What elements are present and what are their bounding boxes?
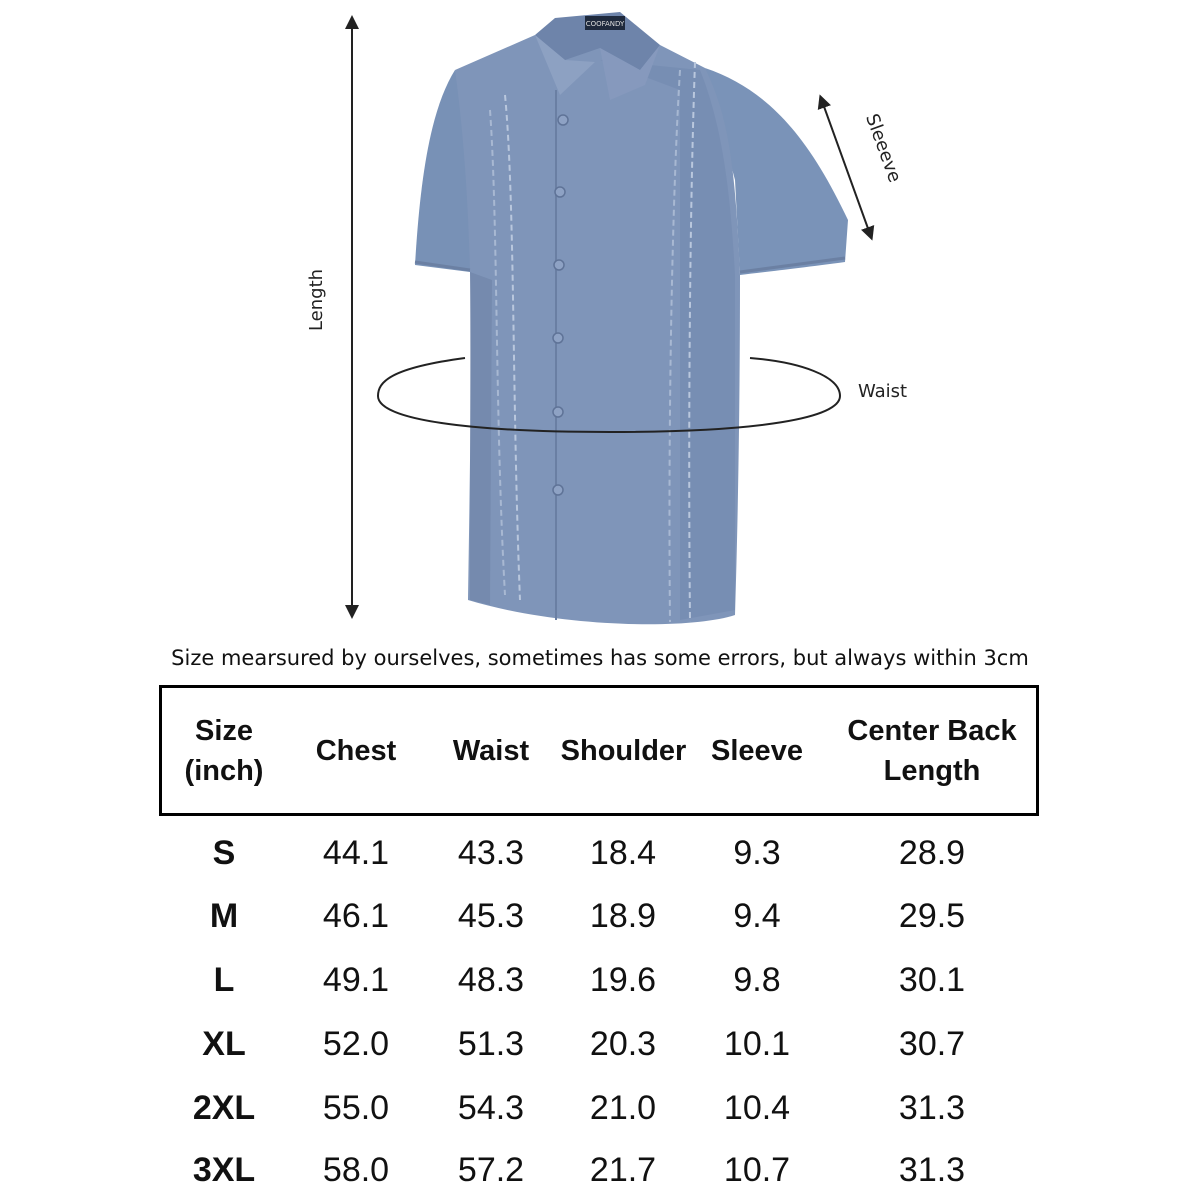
table-cell-waist: 51.3 [457,1024,525,1063]
waist-label: Waist [858,381,908,402]
table-cell-waist: 45.3 [457,896,525,935]
header-center-back-length: Center Back Length [847,714,1017,787]
table-cell-chest: 49.1 [322,960,390,999]
table-cell-length: 31.3 [898,1150,966,1189]
table-cell-waist: 57.2 [457,1150,525,1189]
table-cell-length: 31.3 [898,1088,966,1127]
table-cell-shoulder: 18.9 [589,896,657,935]
table-cell-size: XL [202,1024,246,1063]
table-cell-size: 2XL [192,1088,256,1127]
table-cell-sleeve: 9.3 [733,833,781,872]
length-label: Length [306,268,327,332]
table-cell-shoulder: 21.7 [589,1150,657,1189]
table-cell-chest: 46.1 [322,896,390,935]
table-cell-size: 3XL [192,1150,256,1189]
table-cell-waist: 54.3 [457,1088,525,1127]
table-cell-sleeve: 9.4 [733,896,781,935]
header-waist: Waist [452,734,530,767]
table-cell-length: 28.9 [898,833,966,872]
brand-tag: COOFANDY [585,20,625,28]
table-cell-size: L [213,960,235,999]
measurement-note: Size mearsured by ourselves, sometimes has some errors, but always within 3cm [171,646,1029,670]
table-cell-shoulder: 21.0 [589,1088,657,1127]
table-cell-shoulder: 20.3 [589,1024,657,1063]
shirt-illustration [415,12,848,624]
table-cell-sleeve: 10.1 [723,1024,791,1063]
header-sleeve: Sleeve [711,734,803,767]
table-cell-size: S [212,833,236,872]
table-cell-shoulder: 18.4 [589,833,657,872]
table-cell-chest: 52.0 [322,1024,390,1063]
table-cell-sleeve: 9.8 [733,960,781,999]
table-cell-size: M [209,896,239,935]
table-cell-length: 30.7 [898,1024,966,1063]
table-cell-shoulder: 19.6 [589,960,657,999]
table-cell-chest: 58.0 [322,1150,390,1189]
sleeve-label: Sleeeve [861,110,906,186]
table-cell-length: 29.5 [898,896,966,935]
table-cell-chest: 55.0 [322,1088,390,1127]
table-cell-waist: 43.3 [457,833,525,872]
header-chest: Chest [315,734,397,767]
table-cell-length: 30.1 [898,960,966,999]
table-cell-sleeve: 10.7 [723,1150,791,1189]
header-shoulder: Shoulder [560,734,687,767]
table-cell-waist: 48.3 [457,960,525,999]
table-cell-sleeve: 10.4 [723,1088,791,1127]
table-cell-chest: 44.1 [322,833,390,872]
header-size: Size (inch) [184,714,264,787]
